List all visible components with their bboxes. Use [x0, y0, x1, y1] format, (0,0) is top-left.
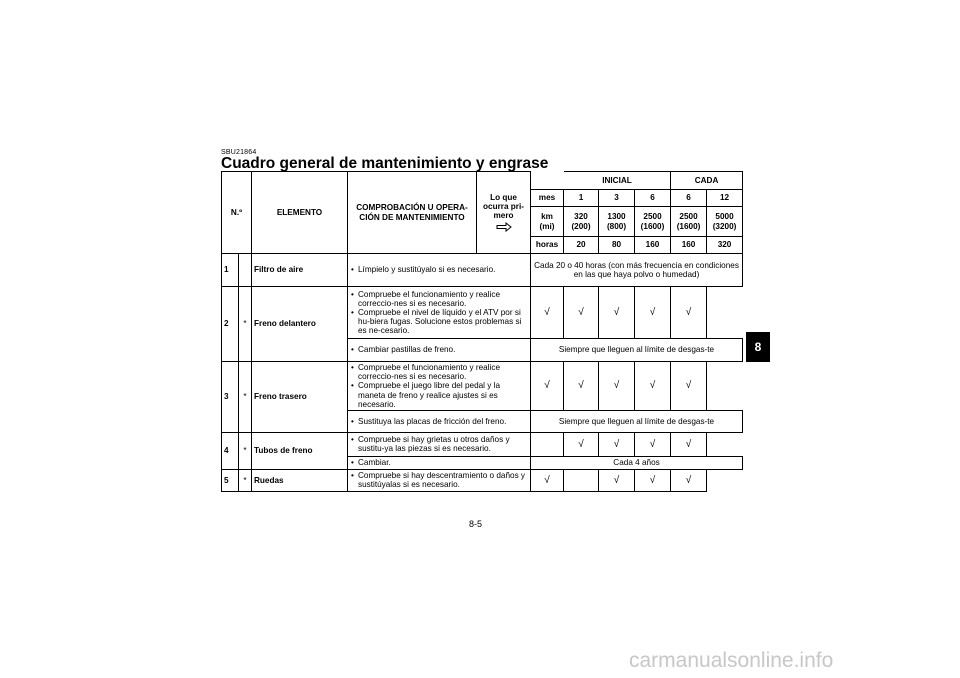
row-3-check-2: √ — [564, 362, 599, 411]
header-hours-label: horas — [531, 237, 564, 254]
row-1-operation — [348, 254, 531, 287]
row-4-operation-2 — [348, 456, 531, 469]
header-hours-3: 160 — [635, 237, 671, 254]
watermark: carmanualsonline.info — [629, 649, 834, 672]
header-whichever-label: Lo que ocurra pri-mero — [483, 192, 524, 221]
header-km-4: 2500 (1600) — [671, 207, 707, 237]
row-4-item: Tubos de freno — [252, 432, 348, 469]
row-2-op-bullet: • Compruebe el funcionamiento y realice correccio-nes si es necesario. — [358, 290, 528, 308]
header-hours-5: 320 — [707, 237, 743, 254]
header-item: ELEMENTO — [252, 172, 348, 254]
row-1-star — [239, 254, 252, 287]
row-3-check-4: √ — [635, 362, 671, 411]
header-hours-1: 20 — [564, 237, 599, 254]
row-3-check-5: √ — [671, 362, 707, 411]
header-km-2: 1300 (800) — [599, 207, 635, 237]
row-1-op-bullet: • Límpielo y sustitúyalo si es necesario. — [358, 265, 528, 274]
row-3-operation — [348, 362, 531, 411]
row-4-check-3: √ — [599, 432, 635, 456]
row-2-item: Freno delantero — [252, 287, 348, 362]
header-month-1: 1 — [564, 190, 599, 207]
chapter-tab: 8 — [746, 332, 770, 362]
row-3-op-bullet: • Sustituya las placas de fricción del freno. — [358, 417, 528, 426]
row-3-star: * — [239, 362, 252, 433]
row-2-check-3: √ — [599, 287, 635, 339]
row-1-item: Filtro de aire — [252, 254, 348, 287]
header-month-3: 3 — [599, 190, 635, 207]
page-number: 8-5 — [469, 519, 483, 529]
row-2-no: 2 — [222, 287, 239, 362]
row-5-no: 5 — [222, 469, 239, 491]
row-2-interval-note: Siempre que lleguen al límite de desgas-te — [531, 339, 743, 362]
row-5-operation — [348, 469, 531, 491]
row-5-op-bullet: • Compruebe si hay descentramiento o daños y sustitúyalas si es necesario. — [358, 471, 528, 489]
row-4-check-1 — [531, 432, 564, 456]
row-3-check-1: √ — [531, 362, 564, 411]
row-5-check-2 — [564, 469, 599, 491]
row-4-operation — [348, 432, 531, 456]
arrow-right-icon — [496, 222, 512, 232]
row-2-op-bullet: • Cambiar pastillas de freno. — [358, 345, 528, 354]
row-3-item: Freno trasero — [252, 362, 348, 433]
header-km-3: 2500 (1600) — [635, 207, 671, 237]
row-4-op-bullet: • Cambiar. — [358, 458, 528, 467]
header-month-6: 6 — [635, 190, 671, 207]
row-3-interval-note: Siempre que lleguen al límite de desgas-te — [531, 410, 743, 432]
row-4-star: * — [239, 432, 252, 469]
row-2-operation — [348, 287, 531, 339]
row-2-operation-2 — [348, 339, 531, 362]
header-whichever — [477, 172, 531, 254]
header-hours-4: 160 — [671, 237, 707, 254]
page-title: Cuadro general de mantenimiento y engrase — [221, 155, 549, 172]
row-2-check-5: √ — [671, 287, 707, 339]
row-5-item: Ruedas — [252, 469, 348, 491]
header-km-5: 5000 (3200) — [707, 207, 743, 237]
row-4-op-bullet: • Compruebe si hay grietas u otros daños y sustitu-ya las piezas si es necesario. — [358, 435, 528, 453]
header-initial: INICIAL — [564, 172, 671, 190]
header-check: COMPROBACIÓN U OPERA-CIÓN DE MANTENIMIENTO — [348, 172, 477, 254]
row-5-check-3: √ — [599, 469, 635, 491]
row-2-check-2: √ — [564, 287, 599, 339]
header-every: CADA — [671, 172, 743, 190]
row-5-check-4: √ — [635, 469, 671, 491]
header-km-label: km (mi) — [531, 207, 564, 237]
row-1-interval-note: Cada 20 o 40 horas (con más frecuencia en condiciones en las que haya polvo o humedad) — [531, 254, 743, 287]
row-2-check-4: √ — [635, 287, 671, 339]
row-3-op-bullet: • Compruebe el funcionamiento y realice correccio-nes si es necesario. — [358, 363, 528, 381]
section-code: SBU21864 — [221, 149, 257, 156]
row-2-check-1: √ — [531, 287, 564, 339]
header-no: N.º — [222, 172, 252, 254]
row-5-star: * — [239, 469, 252, 491]
row-3-no: 3 — [222, 362, 239, 433]
header-month-6-every: 6 — [671, 190, 707, 207]
row-4-check-5: √ — [671, 432, 707, 456]
header-month-12: 12 — [707, 190, 743, 207]
row-4-check-2: √ — [564, 432, 599, 456]
row-2-op-bullet: • Compruebe el nivel de líquido y el ATV por si hu-biera fugas. Solucione estos problemas si es ne-cesario. — [358, 308, 528, 336]
row-3-operation-2 — [348, 410, 531, 432]
row-1-no: 1 — [222, 254, 239, 287]
row-5-check-1: √ — [531, 469, 564, 491]
row-3-check-3: √ — [599, 362, 635, 411]
row-4-no: 4 — [222, 432, 239, 469]
header-month-label: mes — [531, 190, 564, 207]
header-hours-2: 80 — [599, 237, 635, 254]
row-3-op-bullet: • Compruebe el juego libre del pedal y la maneta de freno y realice ajustes si es necesario. — [358, 381, 528, 409]
row-4-interval-note: Cada 4 años — [531, 456, 743, 469]
maintenance-table — [221, 171, 743, 492]
row-4-check-4: √ — [635, 432, 671, 456]
header-km-1: 320 (200) — [564, 207, 599, 237]
row-5-check-5: √ — [671, 469, 707, 491]
row-2-star: * — [239, 287, 252, 362]
